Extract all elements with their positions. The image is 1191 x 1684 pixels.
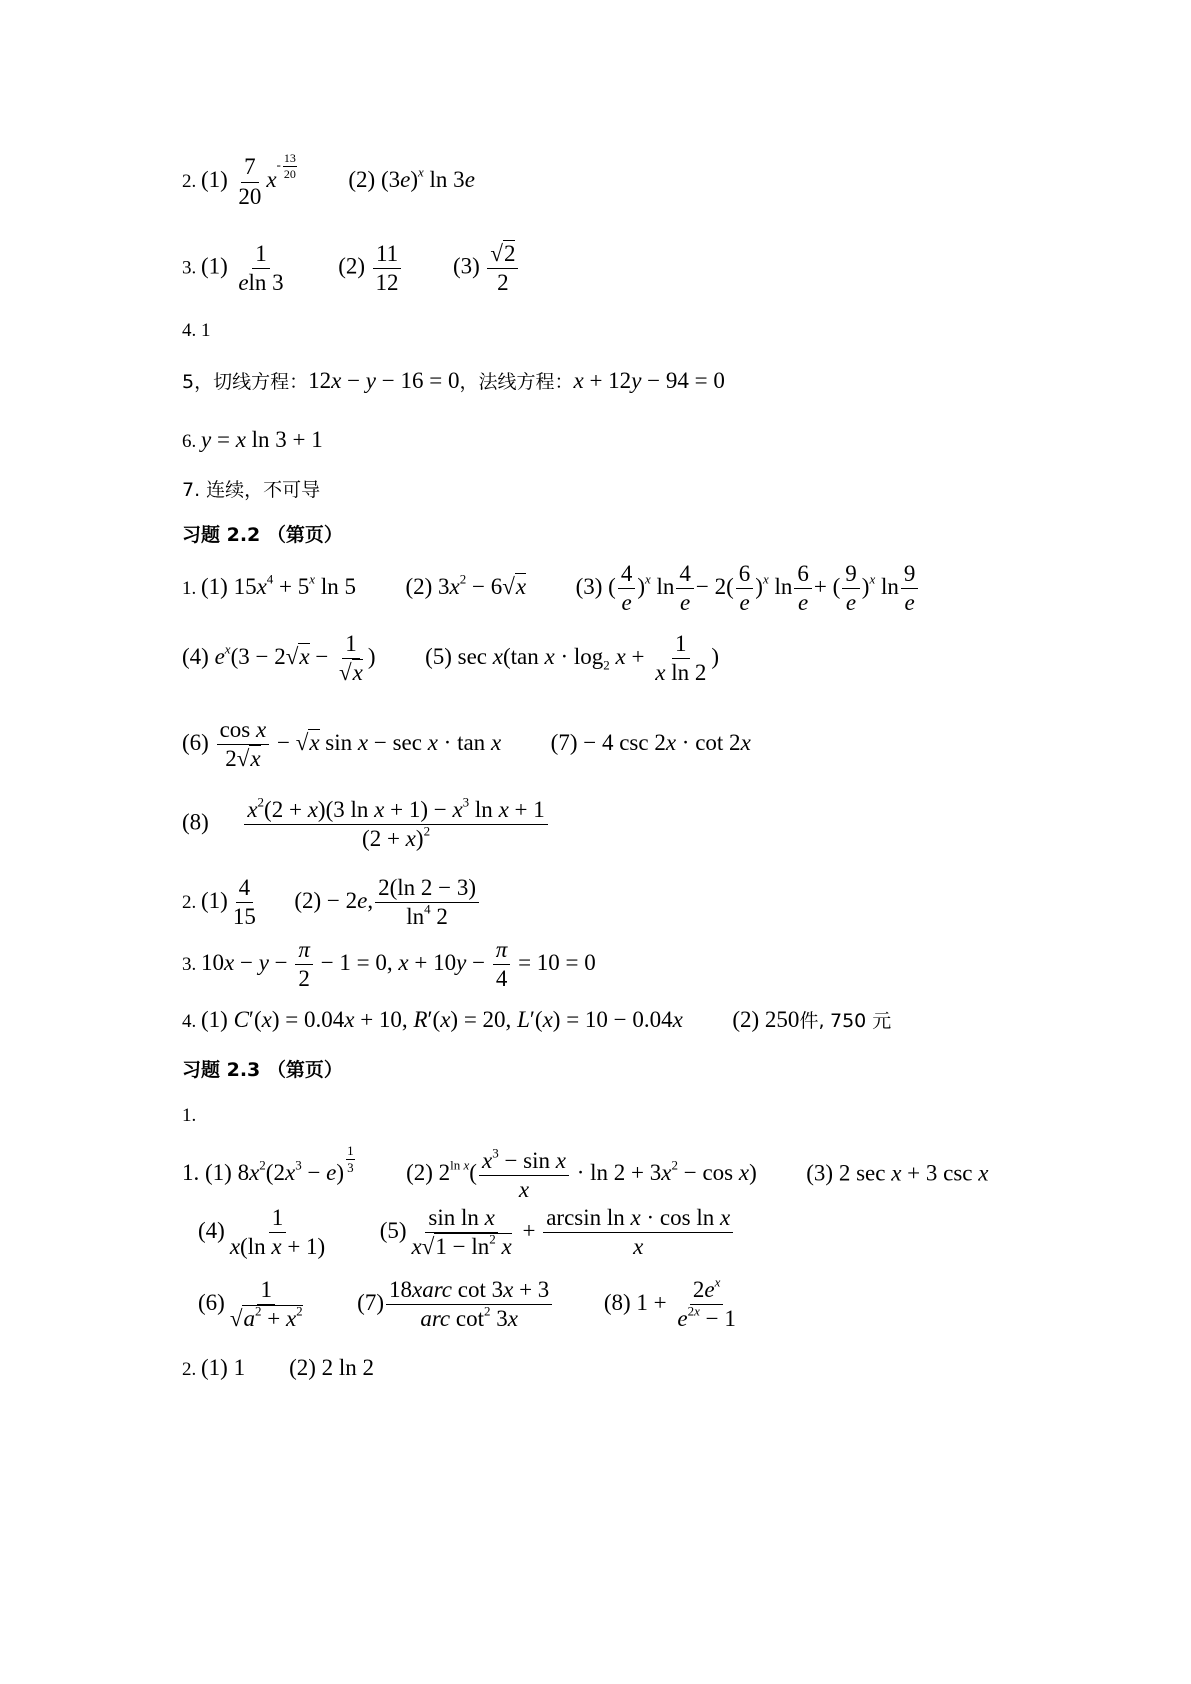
answer-3: 3. (1) $\frac{1}{eln 3}$ (2) $\frac{11}{12}$ (3) $\frac{√2}{2}$ [182,242,520,295]
answer-2: 2. (1) $\frac{7}{20}$ x- $\frac{13}{20}$ (2) $(3e)^x$ ln 3e [182,151,475,209]
answer-2-2-1-a: 1. (1) $15x^4 + 5^x$ ln 5 (2) $3x^2 - 6√x$ (3) ( $\frac{4}{e}$ )$^x$ ln $\frac{4}{e}$ − 2( $\frac{6}{e}$ )$^x$ ln $\frac{6}{e}$ + ( $\frac{9}{e}$ )$^x$ ln $\frac{9}{e}$ [182,562,920,615]
unit-yuan: 750 元 [829,1010,892,1032]
answer-2-2-4: 4. (1) C′(x) = 0.04x + 10, R′(x) = 20, L′(x) = 10 − 0.04x (2) 250件, 750 元 [182,1007,892,1032]
answer-5: 5，切线方程：12x − y − 16 = 0，法线方程：x + 12y − 94 = 0 [182,368,725,393]
answer-2-3-1-b: (4) $\frac{1}{\text{x(ln x + 1)}}$ (5) $\frac{\text{sin ln x}}{x√1 - \ln^2 x}$ + $\frac{\text{arcsin ln x · cos ln x}}{x}$ [198,1206,735,1259]
answer-2-3-2: 2. (1) 1 (2) 2 ln 2 [182,1355,375,1380]
answer-6: 6. y = x ln 3 + 1 [182,427,323,452]
unit-piece: 件, [799,1010,825,1032]
answer-2-2-2: 2. (1) $\frac{4}{15}$ (2) − 2e, $\frac{2(\ln 2 - 3)}{\ln^4 2}$ [182,876,481,929]
answer-2-2-1-d: (8) $\frac{x^2(2 + x)(3 \ln x + 1) - x^3 \ln x + 1}{(2 + x)^2}$ [182,798,550,851]
answer-2-3-1-label: 1. [182,1105,197,1126]
answer-2-2-1-b: (4) $e^x(3 - 2√x$ − $\frac{1}{√x}$ ) (5) sec x(tan $x \cdot \log_2 x$ + $\frac{1}{\text{x ln 2}}$ ) [182,631,719,686]
answer-2-2-1-c: (6) $\frac{\text{cos x}}{2√x}$ − √x sin x − sec x · tan x (7) − 4 csc 2x · cot 2x [182,717,751,772]
answer-5-mid: ，法线方程： [459,371,574,393]
answer-2-3-1-c: (6) $\frac{1}{√a^2 + x^2}$ (7) $\frac{\text{18xarc cot 3x + 3}}{arc \cot^2 3x}$ (8) 1 + $\frac{2e^x}{e^{2x} - 1}$ [198,1274,736,1332]
answer-2-3-1-a: 1. (1) $8x^2(2x^3 - e)$ $\frac{1}{3}$ (2) $2^{ln x}$( $\frac{x^3 - \sin x}{x}$ · $\ln 2 + 3x^2 - \cos x$) (3) 2 sec x + 3 csc x [182,1143,989,1202]
section-heading-2-2: 习题 2.2 （第页） [182,524,343,546]
answer-7: 7. 连续，不可导 [182,479,321,501]
answer-2-2-3: 3. 10x − y − $\frac{\pi}{2}$ − 1 = 0, x + 10y − $\frac{\pi}{4}$ = 10 = 0 [182,937,596,992]
section-heading-2-3: 习题 2.3 （第页） [182,1059,343,1081]
answer-4: 4. 1 [182,320,211,341]
answer-5-label: 5，切线方程： [182,371,309,393]
